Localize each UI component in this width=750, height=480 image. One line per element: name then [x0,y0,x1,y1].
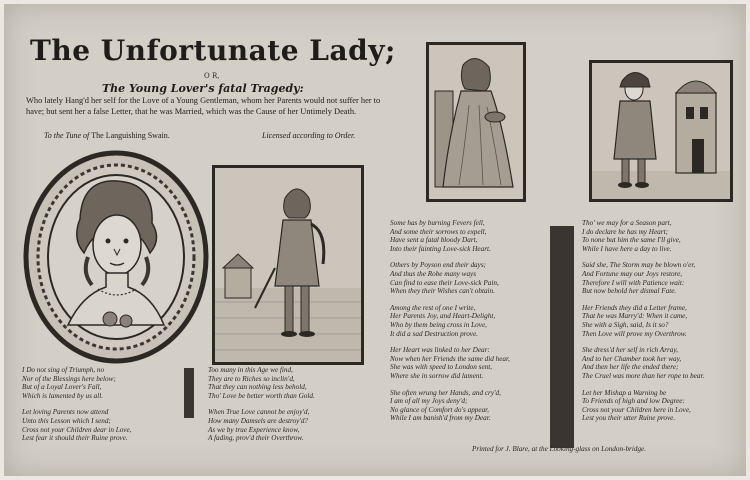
broadside-sheet [4,4,746,476]
verse-line: She with a Sigh, said, Is it so? [582,320,669,329]
column-divider [550,226,574,448]
gentleman-woodcut [212,165,364,365]
verse-line: While I have here a day to live. [582,244,672,253]
verse-line: They are to Riches so inclin'd, [208,374,295,383]
stanza [390,346,510,380]
stanza [582,346,704,380]
standing-man-woodcut [589,60,733,202]
verse-line: As we by true Experience know, [208,425,300,434]
verse-line: Others by Poyson end their days; [390,261,487,270]
verse-line: A fading, prov'd their Overthrow. [208,434,304,443]
verse-line: Cross not your Children here in Love, [582,405,691,414]
verse-line: Where she in sorrow did lament. [390,371,484,380]
verse-line: Unto this Lesson which I send; [22,416,111,425]
ballad-description: Who lately Hang'd her self for the Love of a Young Gentleman, whom her Parents would not suffer her to have; but sent her a false Letter, that he was Married, which was the Cause of her Untimely Death. [26,96,381,116]
verse-line: I do declare he has my Heart; [582,227,668,236]
verse-line: Her Parents Joy, and Heart-Delight, [390,312,496,321]
verse-column-4 [582,219,704,431]
verse-column-2 [208,366,315,451]
verse-column-1 [22,366,131,451]
verse-line: While I am banish'd from my Dear. [390,414,491,423]
stanza [208,366,315,400]
lady-portrait-woodcut [22,149,210,365]
verse-line: Let her Mishap a Warning be [582,388,667,397]
verse-line: Now when her Friends the same did hear, [390,354,510,363]
verse-line: The Cruel was more than her rope to bear. [582,371,705,380]
tune-line [44,131,170,140]
ballad-subtitle: The Young Lover's fatal Tragedy: [102,82,304,95]
stanza [390,261,510,295]
verse-line: Have sent a fatal bloody Dart, [390,236,478,245]
tune-name: The Languishing Swain. [91,131,170,140]
verse-line: Too many in this Age we find, [208,366,293,374]
verse-line: And to her Chamber took her way, [582,354,682,363]
verse-line: But of a Loyal Lover's Fall, [22,383,102,392]
stanza [582,261,704,295]
verse-line: I Do not sing of Triumph, no [22,366,105,374]
verse-line: But now behold her dismal Fate. [582,287,677,296]
stanza [582,389,704,423]
verse-line: And some their sorrows to expell, [390,227,487,236]
verse-line: Nor of the Blessings here below; [22,374,116,383]
verse-line: Her Heart was linked to her Dear: [390,346,490,355]
verse-line: It did a sad Destruction prove. [390,329,478,338]
verse-line: Then Love will prove my Overthrow. [582,329,687,338]
verse-line: She dress'd her self in rich Array, [582,346,678,355]
stanza [22,408,131,442]
stanza [582,219,704,253]
stanza [582,304,704,338]
verse-line: To Friends of high and low Degree: [582,397,685,406]
verse-line: That they can nothing less behold, [208,383,307,392]
verse-line: And Fortune may our Joys restore, [582,269,683,278]
verse-line: Let loving Parents now attend [22,408,109,417]
verse-line: She often wrung her Hands, and cry'd, [390,388,501,397]
verse-line: Tho' Love be better worth than Gold. [208,391,315,400]
verse-line: Lest fear it should their Ruine prove. [22,434,128,443]
verse-line: To none but him the same I'll give, [582,236,681,245]
seated-woman-woodcut [426,42,526,202]
verse-line: Can find to ease their Love-sick Pain, [390,278,499,287]
verse-line: And then her life the ended there; [582,363,679,372]
verse-line: Which is lamented by us all. [22,391,104,400]
stanza [208,408,315,442]
or-separator: O R, [204,72,220,80]
stanza [390,219,510,253]
license-note: Licensed according to Order. [262,131,356,140]
verse-line: Therefore I will with Patience wait: [582,278,685,287]
ballad-title: The Unfortunate Lady; [30,34,396,67]
verse-line: Lest you their utter Ruine prove. [582,414,676,423]
stanza [390,389,510,423]
verse-line: Her Friends they did a Letter frame, [582,303,687,312]
verse-line: Into their fainting Love-sick Heart. [390,244,491,253]
stanza [22,366,131,400]
verse-line: Who by them being cross in Love, [390,320,487,329]
verse-line: Among the rest of one I write, [390,303,476,312]
verse-line: No glance of Comfort do's appear, [390,405,489,414]
verse-line: Cross not your Children dear in Love, [22,425,132,434]
verse-line: That he was Marry'd: When it came, [582,312,688,321]
stanza [390,304,510,338]
tune-prefix: To the Tune of [44,131,90,140]
verse-line: I am of all my Joys deny'd; [390,397,468,406]
verse-line: Tho' we may for a Season part, [582,219,672,227]
verse-line: Said she, The Storm may be blown o'er, [582,261,696,270]
verse-line: When True Love cannot be enjoy'd, [208,408,310,417]
verse-line: She was with speed to London sent, [390,363,493,372]
verse-column-3 [390,219,510,431]
verse-line: How many Damsels are destroy'd? [208,416,309,425]
verse-line: When they their Wishes can't obtain. [390,287,495,296]
verse-line: Some has by burning Fevers fell, [390,219,485,227]
column-divider [184,368,194,418]
printer-imprint: Printed for J. Blare, at the Looking-glass on London-bridge. [472,445,647,453]
verse-line: And thus the Robe many ways [390,269,477,278]
